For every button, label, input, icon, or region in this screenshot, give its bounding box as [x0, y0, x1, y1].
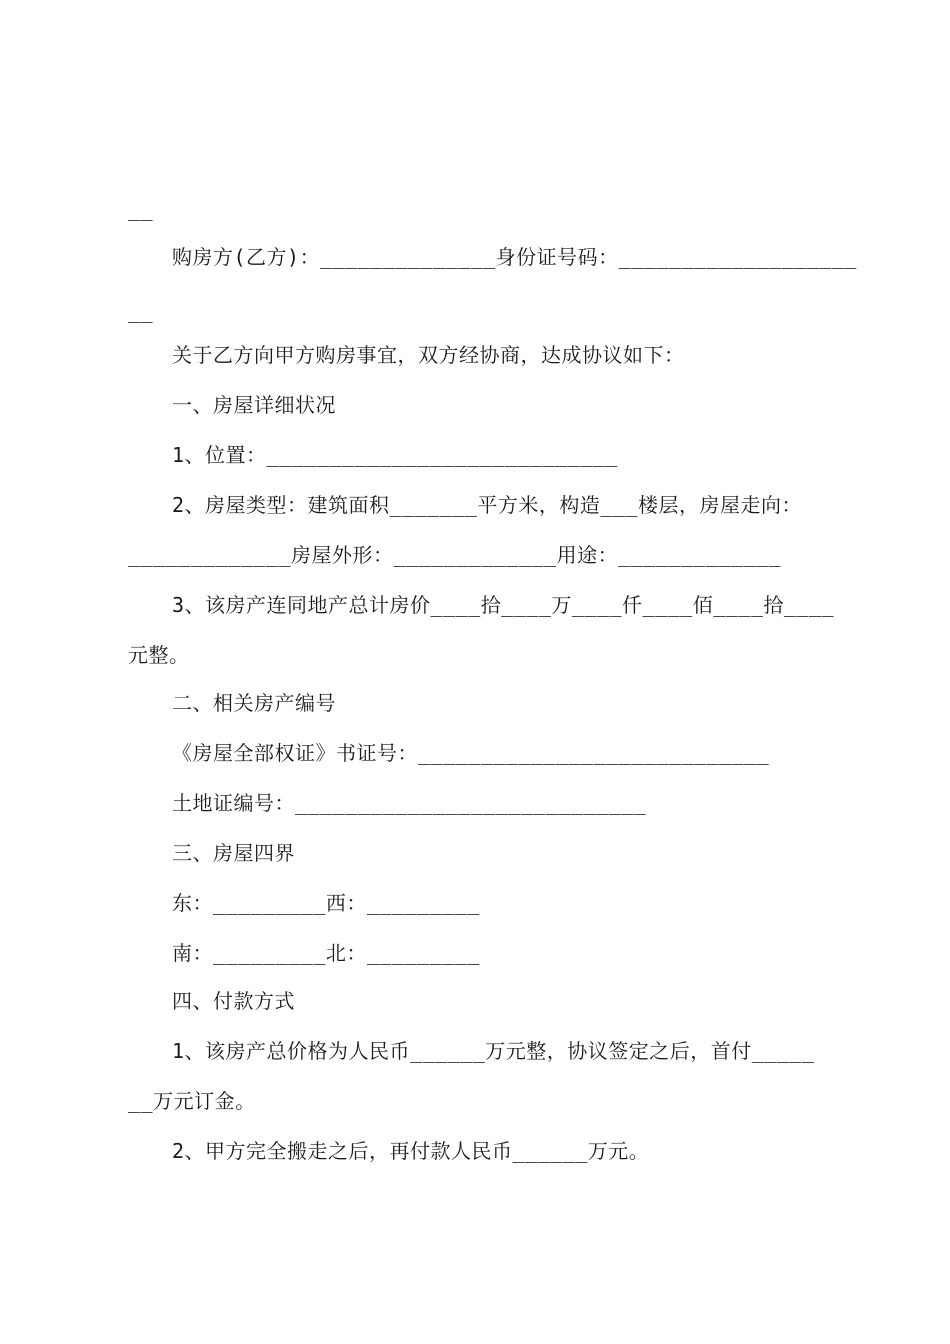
boundary-south-north: 南：_________北：_________	[172, 941, 480, 965]
clause-location: 1、位置：____________________________	[172, 443, 618, 467]
line-continuation-2: __	[128, 299, 154, 323]
section-heading-2: 二、相关房产编号	[172, 691, 336, 715]
boundary-east-west: 东：_________西：_________	[172, 891, 480, 915]
agreement-intro: 关于乙方向甲方购房事宜，双方经协商，达成协议如下：	[172, 343, 685, 367]
clause-total-price: 3、该房产连同地产总计房价____拾____万____仟____佰____拾____	[172, 593, 835, 617]
clause-payment-1-cont: __万元订金。	[128, 1089, 256, 1113]
clause-land-cert: 土地证编号：____________________________	[172, 791, 647, 815]
section-heading-3: 三、房屋四界	[172, 841, 295, 865]
section-heading-1: 一、房屋详细状况	[172, 393, 336, 417]
section-heading-4: 四、付款方式	[172, 989, 295, 1013]
clause-ownership-cert: 《房屋全部权证》书证号：____________________________	[172, 741, 770, 765]
clause-payment-1: 1、该房产总价格为人民币______万元整，协议签定之后，首付_____	[172, 1039, 815, 1063]
buyer-party-line: 购房方(乙方)：______________身份证号码：___________________	[172, 245, 857, 269]
line-continuation-1: __	[128, 197, 154, 221]
clause-house-type-cont: _____________房屋外形：_____________用途：_____________	[128, 543, 782, 567]
clause-payment-2: 2、甲方完全搬走之后，再付款人民币______万元。	[172, 1139, 650, 1163]
clause-total-price-cont: 元整。	[128, 643, 190, 667]
clause-house-type: 2、房屋类型：建筑面积_______平方米，构造___楼层，房屋走向：	[172, 493, 802, 517]
